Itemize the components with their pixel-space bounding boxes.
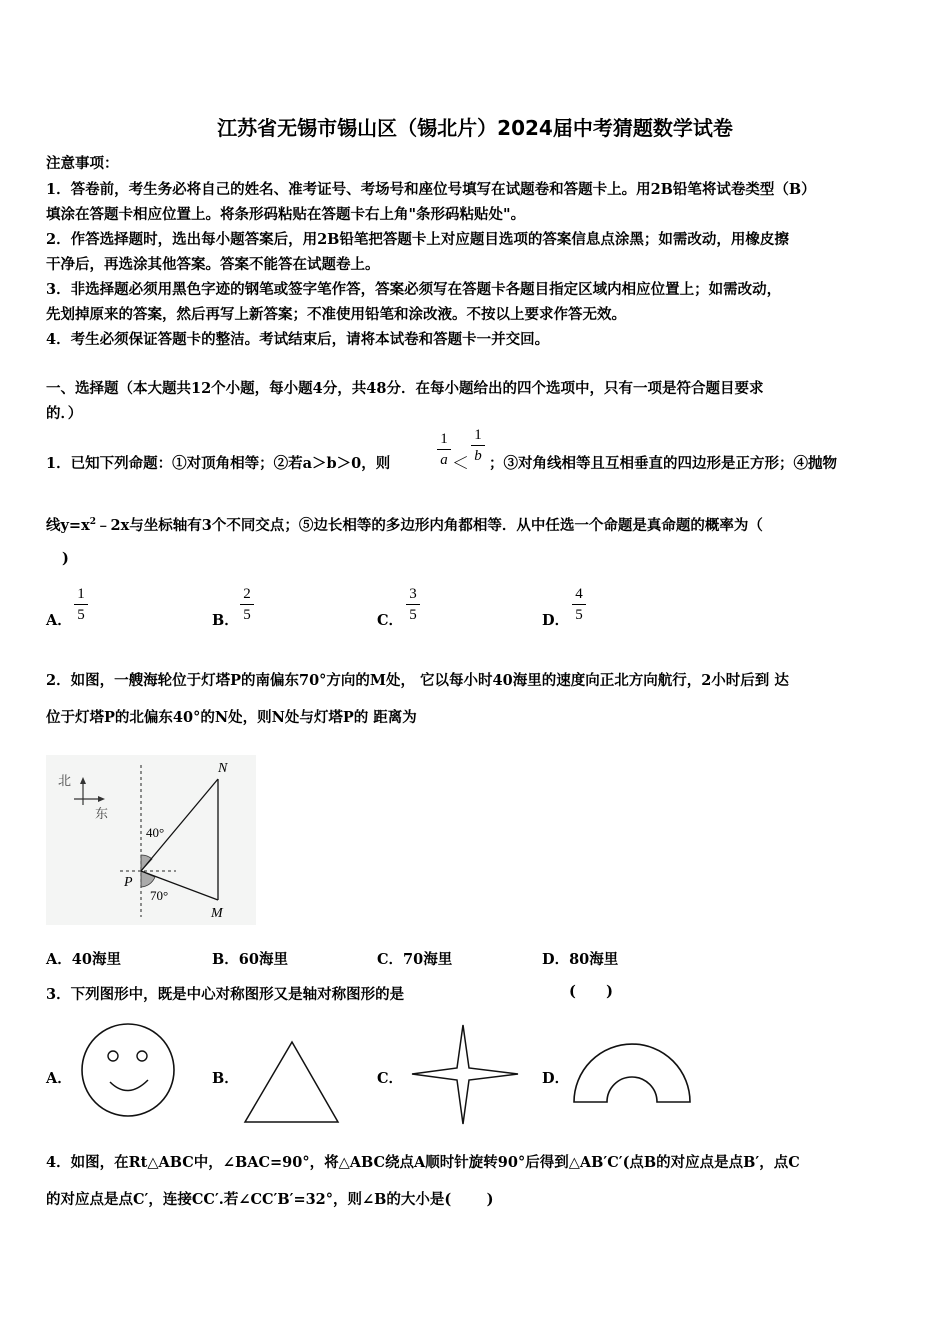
- q1-stem-part1: 1．已知下列命题：①对顶角相等；②若a＞b＞0，则: [46, 455, 391, 472]
- fraction-denominator: 5: [77, 607, 85, 623]
- q1-stem-part2: ；③对角线相等且互相垂直的四边形是正方形；④抛物: [489, 455, 837, 472]
- option-label: A．: [46, 951, 72, 968]
- option-text: 40海里: [71, 951, 121, 968]
- fraction-numerator: 2: [243, 586, 251, 602]
- fraction-denominator: b: [474, 448, 482, 464]
- triangle-icon[interactable]: [240, 1038, 344, 1128]
- q3-paren: ( ): [569, 983, 614, 1000]
- q3-option-a-label[interactable]: A．: [46, 1070, 72, 1087]
- compass-north-label: 北: [58, 773, 72, 788]
- q1-option-b-label[interactable]: B．: [212, 612, 239, 629]
- q2-navigation-figure: [46, 755, 256, 925]
- q2-option-b[interactable]: [212, 948, 288, 969]
- notice-line: 3．非选择题必须用黑色字迹的钢笔或签字笔作答，答案必须写在答题卡各题目指定区域内相应位置上；如需改动，: [46, 281, 782, 298]
- notice-line: 2．作答选择题时，选出每小题答案后，用2B铅笔把答题卡上对应题目选项的答案信息点涂黑；如需改动，用橡皮擦: [46, 231, 789, 248]
- q3-option-d-label[interactable]: D．: [542, 1070, 570, 1087]
- q1-option-d-label[interactable]: D．: [542, 612, 570, 629]
- fraction-numerator: 1: [77, 586, 85, 602]
- fraction-numerator: 3: [409, 586, 417, 602]
- right-eye: [137, 1051, 147, 1061]
- left-eye: [108, 1051, 118, 1061]
- exponent: 2: [89, 517, 96, 528]
- point-P-label: P: [124, 875, 133, 890]
- q1-fraction-1-over-b: [471, 426, 485, 465]
- q1-stem-line2: [46, 514, 763, 535]
- q2-stem-line2: 位于灯塔P的北偏东40°的N处，则N处与灯塔P的 距离为: [46, 709, 417, 726]
- fraction-denominator: 5: [409, 607, 417, 623]
- less-than-sign: ＜: [452, 454, 469, 474]
- section-heading-cont: 的．）: [46, 405, 83, 422]
- fraction-numerator: 1: [474, 427, 482, 443]
- fraction-numerator: 1: [440, 431, 448, 447]
- fraction-denominator: 5: [243, 607, 251, 623]
- smiley-face-icon[interactable]: [76, 1020, 180, 1120]
- notice-line: 1．答卷前，考生务必将自己的姓名、准考证号、考场号和座位号填写在试题卷和答题卡上。用2B铅笔将试卷类型（B）: [46, 181, 816, 198]
- notice-line: 填涂在答题卡相应位置上。将条形码粘贴在答题卡右上角"条形码粘贴处"。: [46, 206, 526, 223]
- fraction-denominator: 5: [575, 607, 583, 623]
- q2-stem-line1: 2．如图，一艘海轮位于灯塔P的南偏东70°方向的M处， 它以每小时40海里的速度向正北方向航行，2小时后到 达: [46, 672, 789, 689]
- notice-line: 4．考生必须保证答题卡的整洁。考试结束后，请将本试卷和答题卡一并交回。: [46, 331, 550, 348]
- mouth: [110, 1080, 148, 1091]
- angle-40-label: 40°: [146, 825, 165, 840]
- q1-option-b-fraction[interactable]: [240, 585, 254, 624]
- compass-east-label: 东: [95, 806, 109, 821]
- q3-stem: 3．下列图形中，既是中心对称图形又是轴对称图形的是: [46, 986, 405, 1003]
- option-text: 80海里: [569, 951, 619, 968]
- face-outline: [82, 1024, 174, 1116]
- notice-line: 干净后，再选涂其他答案。答案不能答在试题卷上。: [46, 256, 380, 273]
- q1-expr-text: 线y=x: [46, 517, 90, 534]
- section-heading: 一、选择题（本大题共12个小题，每小题4分，共48分．在每小题给出的四个选项中，只有一项是符合题目要求: [46, 380, 764, 397]
- q2-option-a[interactable]: [46, 948, 121, 969]
- q1-option-d-fraction[interactable]: [572, 585, 586, 624]
- four-point-star-icon[interactable]: [406, 1022, 522, 1128]
- option-text: 60海里: [238, 951, 288, 968]
- option-label: B．: [212, 951, 239, 968]
- q3-option-c-label[interactable]: C．: [377, 1070, 404, 1087]
- q3-option-b-label[interactable]: B．: [212, 1070, 239, 1087]
- fraction-denominator: a: [440, 452, 448, 468]
- q2-option-c[interactable]: [377, 948, 452, 969]
- semicircular-arch-icon[interactable]: [570, 1014, 694, 1106]
- q4-stem-line1: 4．如图，在Rt△ABC中，∠BAC=90°，将△ABC绕点A顺时针旋转90°后得到△AB′C′(点B的对应点是点B′，点C: [46, 1154, 800, 1171]
- q1-paren: ): [62, 550, 69, 567]
- option-label: C．: [377, 951, 404, 968]
- point-M-label: M: [211, 906, 223, 921]
- triangle-outline: [245, 1042, 338, 1122]
- notice-line: 先划掉原来的答案，然后再写上新答案；不准使用铅笔和涂改液。不按以上要求作答无效。: [46, 306, 626, 323]
- q1-option-a-fraction[interactable]: [74, 585, 88, 624]
- arch-outline: [574, 1044, 690, 1102]
- angle-70-label: 70°: [150, 888, 169, 903]
- notice-heading: 注意事项：: [46, 155, 119, 172]
- star-outline: [412, 1025, 518, 1124]
- page-title: 江苏省无锡市锡山区（锡北片）2024届中考猜题数学试卷: [217, 116, 733, 140]
- q1-expr-text: ﹣2x与坐标轴有3个不同交点；⑤边长相等的多边形内角都相等．从中任选一个命题是真命题的概率为（: [96, 517, 763, 534]
- q1-option-c-label[interactable]: C．: [377, 612, 404, 629]
- q1-option-a-label[interactable]: A．: [46, 612, 72, 629]
- option-label: D．: [542, 951, 570, 968]
- q1-fraction-1-over-a: [437, 430, 451, 469]
- q1-option-c-fraction[interactable]: [406, 585, 420, 624]
- fraction-numerator: 4: [575, 586, 583, 602]
- q4-stem-line2: 的对应点是点C′，连接CC′.若∠CC′B′=32°，则∠B的大小是( ): [46, 1191, 494, 1208]
- option-text: 70海里: [403, 951, 453, 968]
- q2-option-d[interactable]: [542, 948, 618, 969]
- point-N-label: N: [218, 761, 228, 776]
